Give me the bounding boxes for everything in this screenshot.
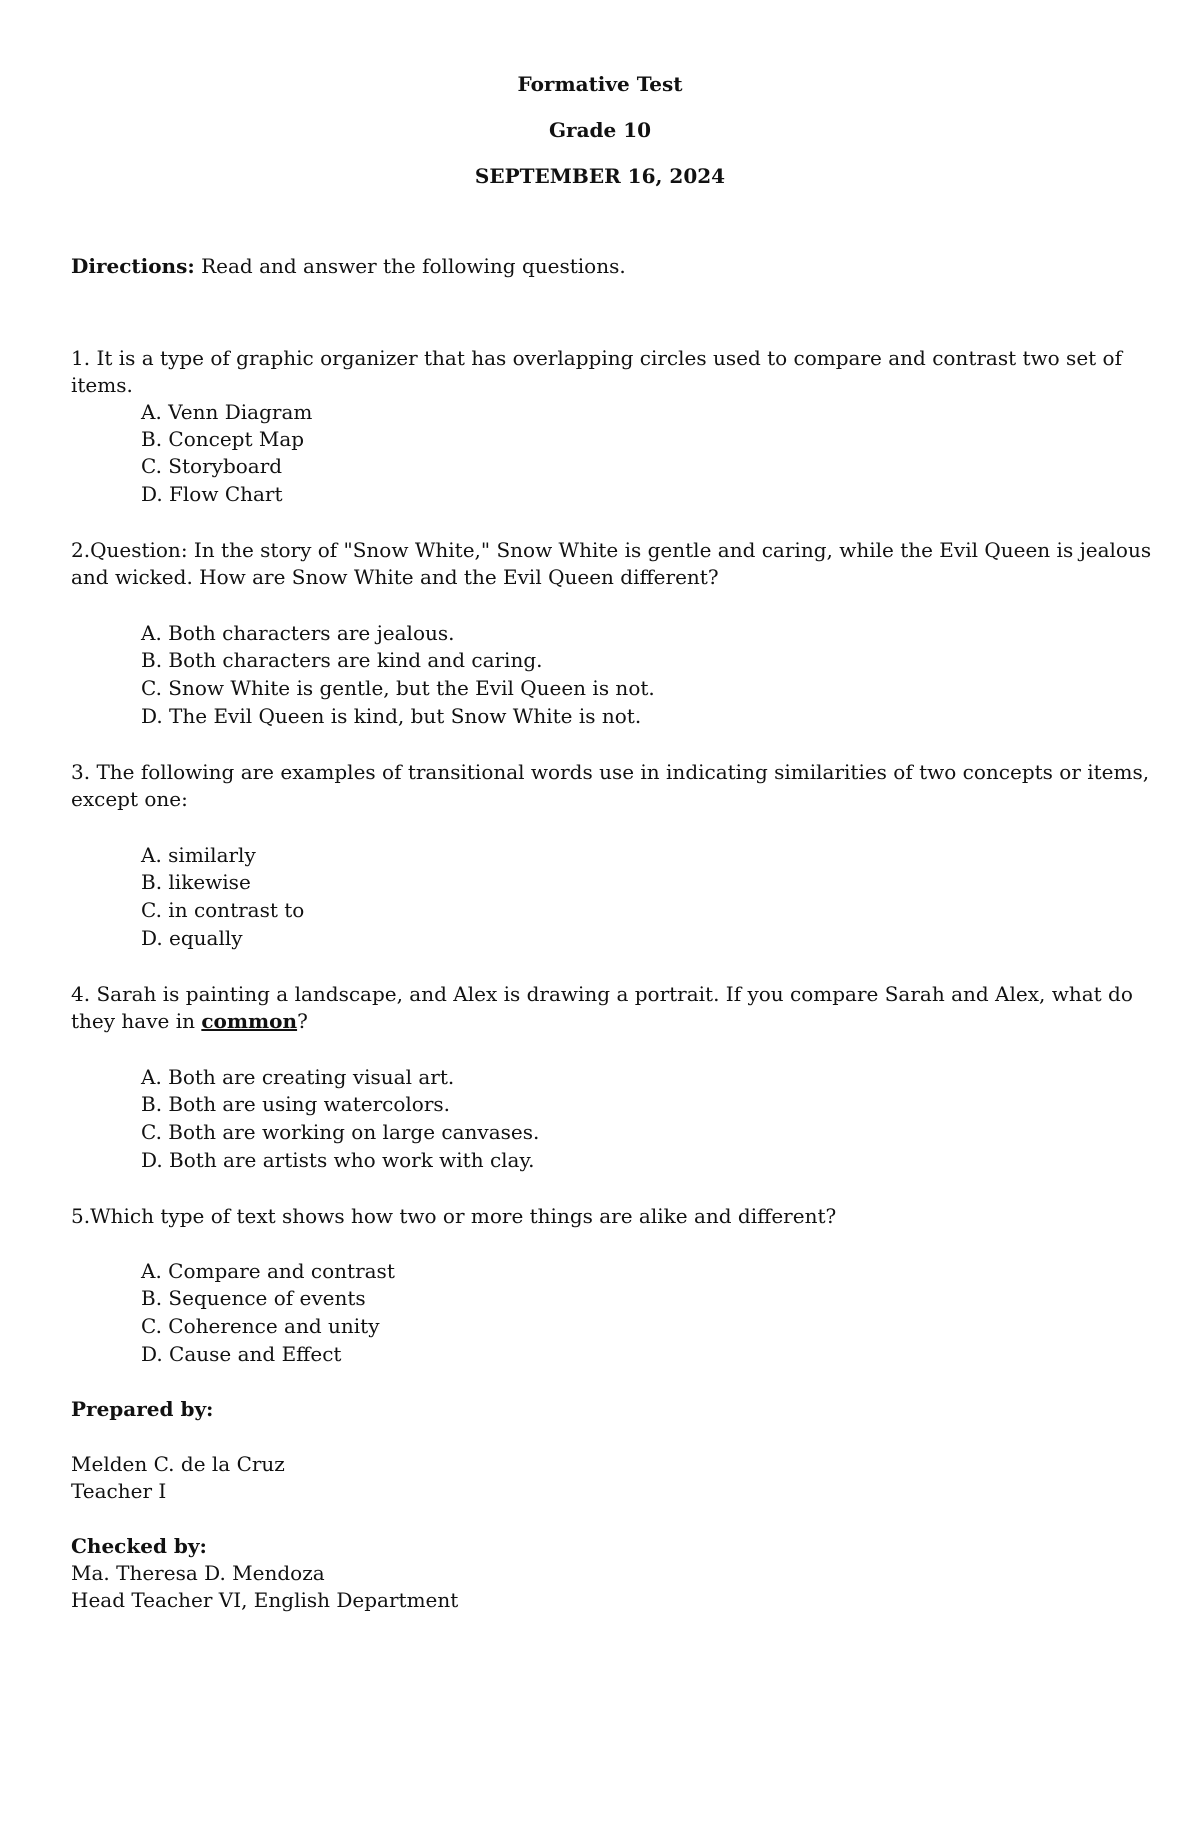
option-c: C. in contrast to (141, 898, 305, 922)
question-text-pre: they have in (71, 1009, 202, 1033)
option-b: B. Both are using watercolors. (141, 1092, 451, 1116)
question-text-cont: except one: (71, 787, 188, 811)
emphasized-word: common (201, 1009, 298, 1033)
question-text: 1. It is a type of graphic organizer that has overlapping circles used to compare and contrast two set of (71, 346, 1122, 370)
question-text: 4. Sarah is painting a landscape, and Alex is drawing a portrait. If you compare Sarah and Alex, what do (71, 982, 1133, 1006)
option-d: D. The Evil Queen is kind, but Snow White is not. (141, 704, 642, 728)
option-d: D. Cause and Effect (141, 1342, 342, 1366)
directions-text: Read and answer the following questions. (194, 254, 626, 278)
option-b: B. Concept Map (141, 427, 305, 451)
test-date: SEPTEMBER 16, 2024 (474, 164, 726, 188)
option-c: C. Coherence and unity (141, 1314, 380, 1338)
option-b: B. Sequence of events (141, 1286, 366, 1310)
option-a: A. Both characters are jealous. (141, 621, 455, 645)
option-a: A. similarly (141, 843, 256, 867)
checked-by-name: Ma. Theresa D. Mendoza (71, 1561, 325, 1585)
option-c: C. Snow White is gentle, but the Evil Queen is not. (141, 676, 655, 700)
question-text: 5.Which type of text shows how two or more things are alike and different? (71, 1204, 837, 1228)
option-a: A. Venn Diagram (141, 400, 313, 424)
option-b: B. Both characters are kind and caring. (141, 648, 543, 672)
option-b: B. likewise (141, 870, 251, 894)
checked-by-label: Checked by: (71, 1534, 207, 1558)
option-a: A. Both are creating visual art. (141, 1065, 455, 1089)
question-text-post: ? (297, 1009, 308, 1033)
option-d: D. equally (141, 926, 243, 950)
prepared-by-name: Melden C. de la Cruz (71, 1452, 285, 1476)
option-d: D. Flow Chart (141, 482, 283, 506)
checked-by-role: Head Teacher VI, English Department (71, 1588, 459, 1612)
question-text-cont: items. (71, 373, 133, 397)
directions (71, 253, 626, 280)
question-text-cont (71, 1008, 308, 1035)
option-a: A. Compare and contrast (141, 1259, 395, 1283)
directions-label: Directions: (71, 254, 195, 278)
document-title: Formative Test (517, 72, 683, 96)
option-c: C. Both are working on large canvases. (141, 1120, 540, 1144)
prepared-by-role: Teacher I (71, 1479, 167, 1503)
question-text: 2.Question: In the story of "Snow White," Snow White is gentle and caring, while the Evil Queen is jealous (71, 538, 1152, 562)
option-c: C. Storyboard (141, 454, 283, 478)
grade-level: Grade 10 (548, 118, 652, 142)
option-d: D. Both are artists who work with clay. (141, 1148, 535, 1172)
question-text-cont: and wicked. How are Snow White and the Evil Queen different? (71, 565, 719, 589)
prepared-by-label: Prepared by: (71, 1397, 214, 1421)
question-text: 3. The following are examples of transitional words use in indicating similarities of two concepts or items, (71, 760, 1150, 784)
